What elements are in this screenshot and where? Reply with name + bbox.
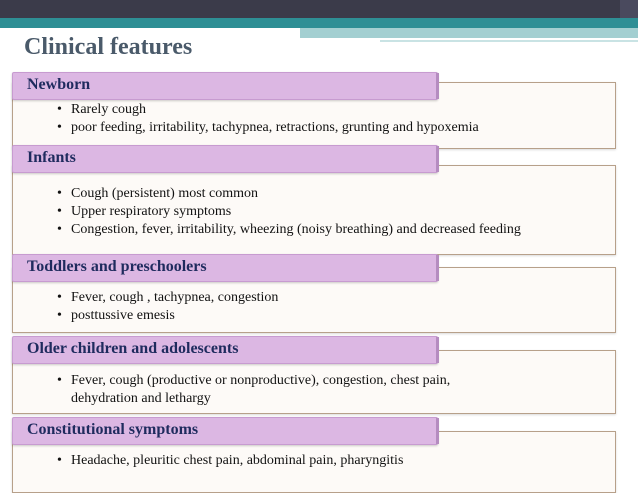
bullet-list-older-children [57, 372, 477, 408]
header-edge [436, 146, 439, 172]
teal-band [0, 18, 638, 28]
bullet-item: • Headache, pleuritic chest pain, abdominal pain, pharyngitis [57, 452, 403, 470]
bullet-list-newborn [57, 101, 479, 137]
section-header-infants [12, 145, 438, 173]
teal-line [380, 40, 638, 42]
bullet-item: • Cough (persistent) most common [57, 185, 527, 203]
bullet-item: • posttussive emesis [57, 307, 278, 325]
section-header-label: Toddlers and preschoolers [27, 258, 207, 275]
bullet-item: • Upper respiratory symptoms [57, 203, 527, 221]
bullet-list-toddlers [57, 289, 278, 325]
header-edge [436, 337, 439, 363]
section-header-constitutional [12, 417, 438, 445]
teal-band-light [300, 28, 638, 38]
bullet-item: • poor feeding, irritability, tachypnea, retractions, grunting and hypoxemia [57, 119, 479, 137]
section-header-label: Newborn [27, 76, 91, 93]
slide-title: Clinical features [24, 34, 193, 60]
header-edge [436, 255, 439, 281]
bullet-item: • Rarely cough [57, 101, 479, 119]
top-bar [0, 0, 638, 18]
bullet-list-infants [57, 185, 527, 239]
bullet-item: • Fever, cough (productive or nonproductive), congestion, chest pain, dehydration and lethargy [57, 372, 477, 408]
bullet-item: • Fever, cough , tachypnea, congestion [57, 289, 278, 307]
section-header-label: Older children and adolescents [27, 340, 239, 357]
header-edge [436, 418, 439, 444]
section-header-label: Infants [27, 149, 76, 166]
section-box-infants [12, 165, 616, 255]
section-header-older-children [12, 336, 438, 364]
section-header-toddlers [12, 254, 438, 282]
top-bar-accent [620, 0, 638, 18]
header-edge [436, 73, 439, 99]
bullet-list-constitutional [57, 452, 403, 470]
bullet-item: • Congestion, fever, irritability, wheezing (noisy breathing) and decreased feeding [57, 221, 527, 239]
section-header-label: Constitutional symptoms [27, 421, 199, 438]
section-header-newborn [12, 72, 438, 100]
